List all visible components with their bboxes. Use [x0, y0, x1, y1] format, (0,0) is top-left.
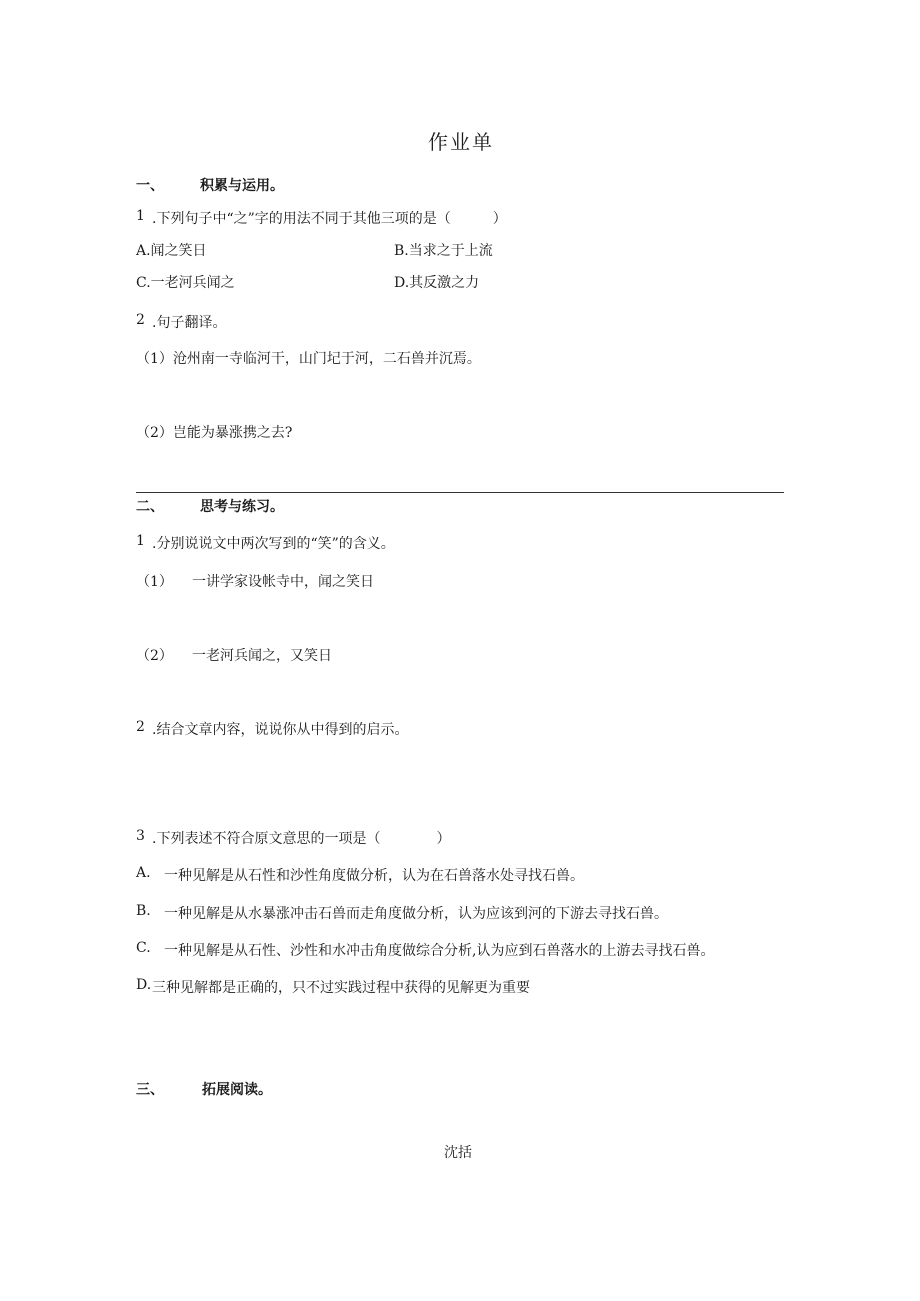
- section-1-number: 一、: [136, 178, 164, 194]
- option-c: C.一老河兵闻之: [136, 275, 235, 291]
- question-2-3-text: .下列表述不符合原文意思的一项是（ ）: [152, 831, 451, 847]
- passage-title: 沈括: [444, 1145, 472, 1161]
- option-d-text: 三种见解都是正确的，只不过实践过程中获得的见解更为重要: [152, 980, 530, 996]
- section-3-number: 三、: [136, 1082, 164, 1098]
- option-b-text: 一种见解是从水暴涨冲击石兽而走角度做分析，认为应该到河的下游去寻找石兽。: [164, 906, 668, 922]
- question-1-2-number: 2: [136, 312, 145, 328]
- option-d-label: D.: [136, 977, 152, 993]
- section-divider: [136, 492, 784, 493]
- question-1-1-text: .下列句子中“之”字的用法不同于其他三项的是（ ）: [152, 211, 507, 227]
- question-2-2-number: 2: [136, 719, 145, 735]
- option-c-label: C.: [136, 940, 151, 956]
- option-a-label: A.: [136, 865, 151, 881]
- question-2-2-text: .结合文章内容，说说你从中得到的启示。: [152, 722, 409, 738]
- item-1-label: （1）: [136, 574, 173, 590]
- option-b: B.当求之于上流: [394, 243, 493, 259]
- section-2-number: 二、: [136, 499, 164, 515]
- question-2-3-number: 3: [136, 828, 145, 844]
- option-a-text: 一种见解是从石性和沙性角度做分析，认为在石兽落水处寻找石兽。: [164, 868, 584, 884]
- page-title: 作业单: [428, 130, 494, 154]
- item-2-label: （2）: [136, 648, 173, 664]
- option-c-text: 一种见解是从石性、沙性和水冲击角度做综合分析,认为应到石兽落水的上游去寻找石兽。: [164, 943, 715, 959]
- question-2-1-text: .分别说说文中两次写到的“笑”的含义。: [152, 536, 395, 552]
- option-d: D.其反激之力: [394, 275, 480, 291]
- option-a: A.闻之笑日: [136, 243, 207, 259]
- question-2-1-number: 1: [136, 533, 145, 549]
- section-3-heading: 拓展阅读。: [202, 1082, 272, 1098]
- section-1-heading: 积累与运用。: [200, 178, 284, 194]
- translation-item-1: （1）沧州南一寺临河干，山门圮于河，二石兽并沉焉。: [136, 351, 481, 367]
- question-1-2-text: .句子翻译。: [152, 315, 227, 331]
- question-1-1-number: 1: [136, 208, 145, 224]
- item-2-text: 一老河兵闻之，又笑日: [192, 648, 332, 664]
- option-b-label: B.: [136, 903, 151, 919]
- translation-item-2: （2）岂能为暴涨携之去?: [136, 425, 293, 441]
- item-1-text: 一讲学家设帐寺中，闻之笑日: [192, 574, 374, 590]
- section-2-heading: 思考与练习。: [200, 499, 284, 515]
